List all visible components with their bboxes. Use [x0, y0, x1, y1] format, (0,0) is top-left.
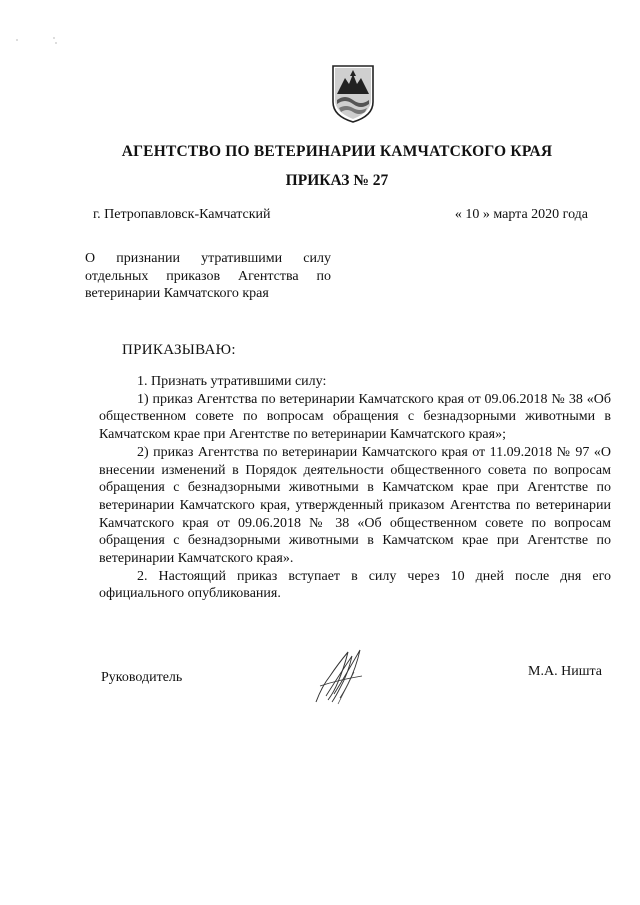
- body-paragraph: 1) приказ Агентства по ветеринарии Камчатского края от 09.06.2018 № 38 «Об общественном совете по вопросам обращения с безнадзорными животными в Камчатском крае при Агентстве по ветеринарии Камчатского края»;: [99, 391, 611, 443]
- order-body: [99, 373, 611, 603]
- body-paragraph: 2) приказ Агентства по ветеринарии Камчатского края от 11.09.2018 № 97 «О внесении изменений в Порядок деятельности общественного совета по вопросам обращения с безнадзорными животными в Камчатском крае при Агентстве по ветеринарии Камчатского края, утвержденный приказом Агентства по ветеринарии Камчатского края от 09.06.2018 № 38 «Об общественном совете по вопросам обращения с безнадзорными животными в Камчатском крае при Агентстве по ветеринарии Камчатского края».: [99, 444, 611, 567]
- order-date: « 10 » марта 2020 года: [454, 207, 588, 222]
- agency-name: АГЕНТСТВО ПО ВЕТЕРИНАРИИ КАМЧАТСКОГО КРАЯ: [121, 143, 553, 160]
- body-paragraph: 2. Настоящий приказ вступает в силу через 10 дней после дня его официального опубликования.: [99, 568, 611, 602]
- body-paragraph: 1. Признать утратившими силу:: [137, 374, 327, 389]
- order-subject: О признании утратившими силу отдельных приказов Агентства по ветеринарии Камчатского края: [85, 251, 331, 301]
- handwritten-signature-icon: [308, 646, 374, 706]
- signer-role: Руководитель: [101, 670, 183, 685]
- scan-speck-marks: [14, 34, 64, 46]
- decree-word: ПРИКАЗЫВАЮ:: [122, 342, 236, 358]
- order-city: г. Петропавловск-Камчатский: [93, 207, 271, 222]
- signer-name: М.А. Ништа: [528, 664, 602, 679]
- kamchatka-coat-of-arms-icon: [331, 64, 375, 124]
- order-title: ПРИКАЗ № 27: [285, 172, 389, 189]
